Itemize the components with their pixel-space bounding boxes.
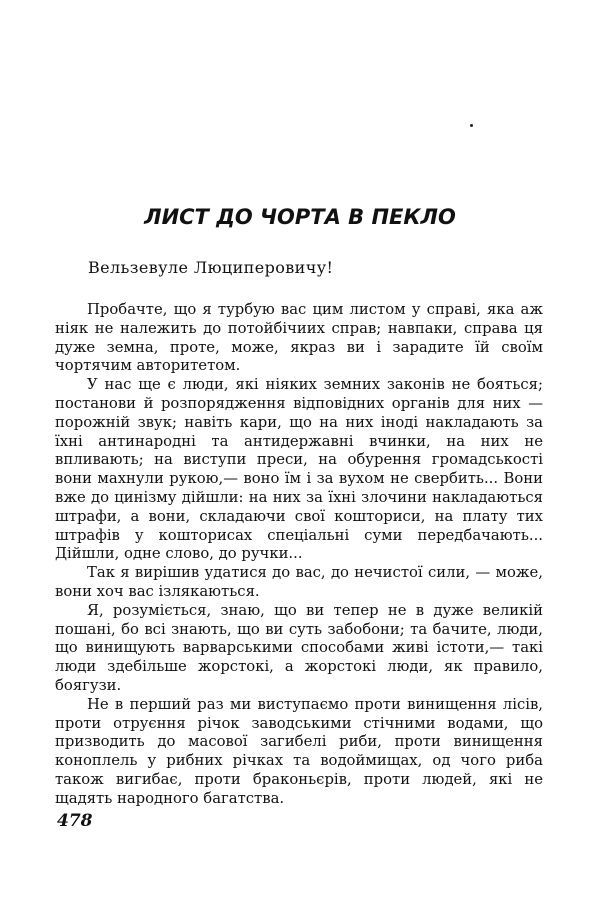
paragraph-2: У нас ще є люди, які ніяких земних законів не бояться; постанови й розпорядження відповідних органів для них — порожній звук; навіть кари, що на них іноді накладають за їхні антинародні та антидержавні вчинки, на них не впливають; на виступи преси, на обурення громадськості вони махнули рукою,— воно їм і за вухом не свербить... Вони вже до цинізму дійшли: на них за їхні злочини накладаються штрафи, а вони, складаючи свої кошториси, на плату тих штрафів у кошторисах спеціальні суми передбачають... Дійшли, одне слово, до ручки... <box>55 376 543 563</box>
letter-salutation: Вельзевуле Люциперовичу! <box>88 258 334 277</box>
paragraph-3: Так я вирішив удатися до вас, до нечистої сили, — може, вони хоч вас ізлякаються. <box>55 564 543 600</box>
paragraph-1: Пробачте, що я турбую вас цим листом у справі, яка аж ніяк не належить до потойбічиих справ; навпаки, справа ця дуже земна, проте, може, якраз ви і зарадите їй своїм чортячим авторитетом. <box>55 301 543 375</box>
paragraph-5: Не в перший раз ми виступаємо проти винищення лісів, проти отруєння річок заводськими стічними водами, що призводить до масової загибелі риби, проти винищення коноплель у рибних річках та водоймищах, од чого риба також вигибає, проти браконьєрів, проти людей, які не щадять народного багатства. <box>55 695 543 807</box>
paragraph-4: Я, розуміється, знаю, що ви тепер не в дуже великій пошані, бо всі знають, що ви суть забобони; та бачите, люди, що винищують варварськими способами живі істоти,— такі люди здебільше жорстокі, а жорстокі люди, як правило, боягузи. <box>55 601 543 694</box>
page-number: 478 <box>57 811 93 831</box>
chapter-title: ЛИСТ ДО ЧОРТА В ПЕКЛО <box>144 205 456 229</box>
print-speck <box>470 124 473 127</box>
letter-body <box>55 301 543 809</box>
